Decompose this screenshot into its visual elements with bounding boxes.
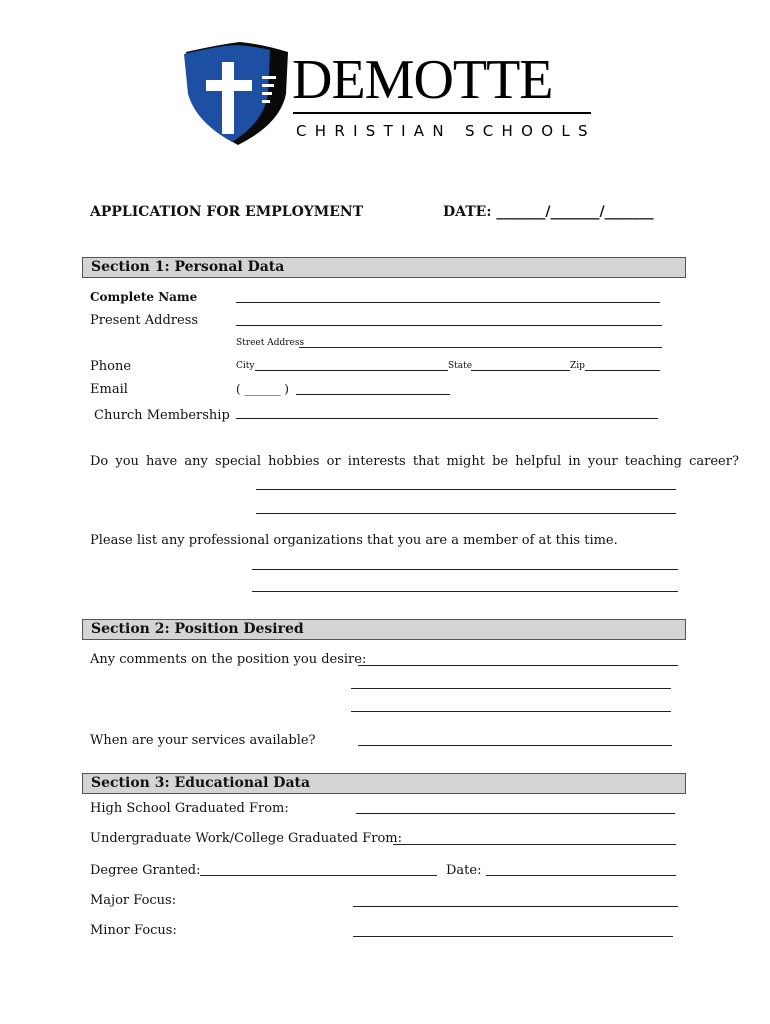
section-3-title: Section 3: Educational Data (91, 775, 311, 791)
major-focus-field[interactable] (353, 906, 678, 907)
degree-field[interactable] (200, 875, 437, 876)
hobbies-answer-line-2[interactable] (256, 513, 676, 514)
complete-name-field[interactable] (236, 302, 660, 303)
availability-field[interactable] (358, 745, 672, 746)
street-address-label: Street Address (236, 338, 305, 348)
city-label: City (236, 361, 255, 371)
email-label: Email (90, 382, 128, 397)
complete-name-label: Complete Name (90, 290, 198, 304)
minor-focus-label: Minor Focus: (90, 923, 177, 938)
section-2-title: Section 2: Position Desired (91, 621, 304, 637)
undergrad-field[interactable] (393, 844, 676, 845)
position-comments-line-2[interactable] (351, 688, 671, 689)
high-school-label: High School Graduated From: (90, 801, 289, 816)
zip-label: Zip (570, 361, 585, 371)
email-phone-field[interactable] (296, 394, 450, 395)
shield-cross-icon (182, 42, 294, 146)
state-field[interactable] (471, 370, 570, 371)
section-2-header (82, 619, 686, 640)
high-school-field[interactable] (356, 813, 675, 814)
position-comments-label: Any comments on the position you desire: (90, 652, 367, 667)
logo-divider (293, 112, 591, 114)
city-field[interactable] (255, 370, 448, 371)
position-comments-line-3[interactable] (351, 711, 671, 712)
present-address-field[interactable] (236, 325, 662, 326)
church-membership-label: Church Membership (94, 408, 230, 423)
logo-subtitle: CHRISTIAN SCHOOLS (296, 122, 596, 140)
hobbies-question: Do you have any special hobbies or interests that might be helpful in your teaching career? (90, 454, 739, 469)
degree-date-field[interactable] (486, 875, 676, 876)
date-field[interactable]: DATE: _______/_______/_______ (443, 204, 654, 220)
phone-label: Phone (90, 359, 132, 374)
degree-date-label: Date: (446, 863, 482, 878)
availability-label: When are your services available? (90, 733, 316, 748)
undergrad-label: Undergraduate Work/College Graduated From: (90, 831, 402, 846)
organizations-answer-line-1[interactable] (252, 569, 678, 570)
hobbies-answer-line-1[interactable] (256, 489, 676, 490)
degree-label: Degree Granted: (90, 863, 201, 878)
section-3-header (82, 773, 686, 794)
major-focus-label: Major Focus: (90, 893, 177, 908)
position-comments-line-1[interactable] (358, 665, 678, 666)
logo-wordmark: DEMOTTE (292, 49, 553, 111)
organizations-answer-line-2[interactable] (252, 591, 678, 592)
minor-focus-field[interactable] (353, 936, 673, 937)
section-1-header (82, 257, 686, 278)
street-address-field[interactable] (299, 347, 662, 348)
form-title: APPLICATION FOR EMPLOYMENT (90, 204, 364, 220)
area-code-field[interactable]: ( ______ ) (236, 382, 289, 396)
church-membership-field[interactable] (236, 418, 658, 419)
present-address-label: Present Address (90, 313, 199, 328)
section-1-title: Section 1: Personal Data (91, 259, 285, 275)
state-label: State (448, 361, 473, 371)
organizations-question: Please list any professional organizations that you are a member of at this time. (90, 533, 618, 548)
zip-field[interactable] (585, 370, 660, 371)
